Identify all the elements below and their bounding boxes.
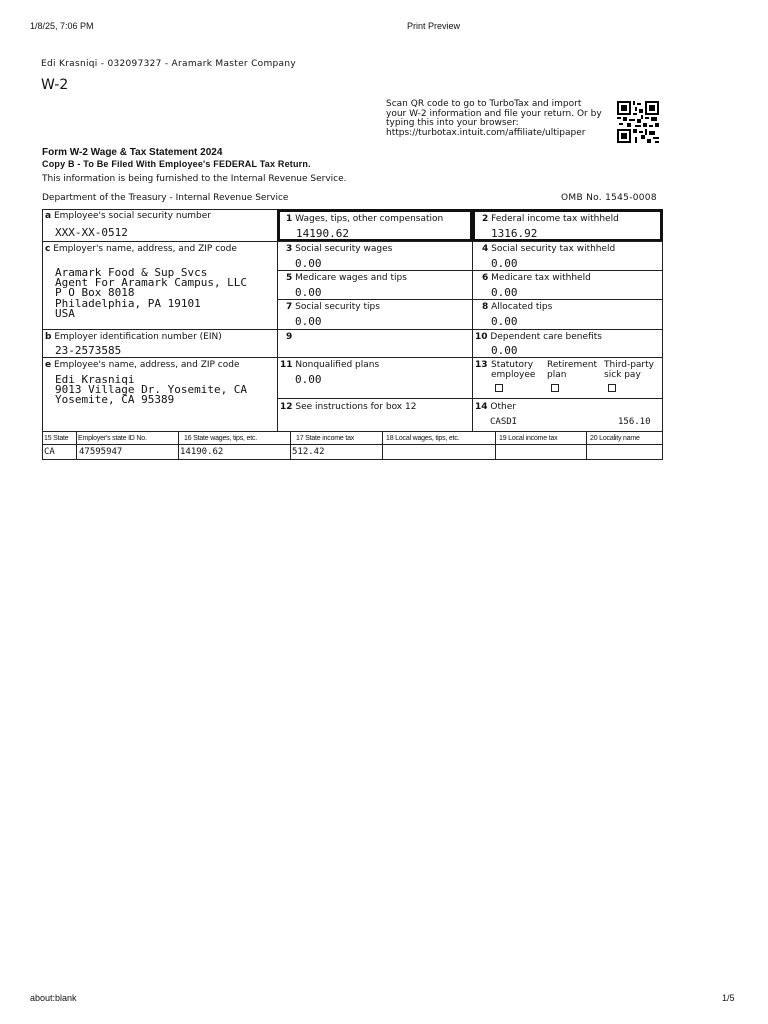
box-13: 13 Statutory employee Retirement plan Third-party sick pay: [472, 357, 663, 399]
box-8: 8 Allocated tips 0.00: [472, 299, 663, 330]
col-divider: [178, 431, 179, 460]
box-7: 7 Social security tips 0.00: [277, 299, 473, 330]
state-id-header: Employer's state ID No.: [78, 435, 147, 442]
employer-address: Aramark Food & Sup Svcs Agent For Aramark Campus, LLC P O Box 8018 Philadelphia, PA 19101 USA: [55, 266, 248, 320]
box-e: e Employee's name, address, and ZIP code Edi Krasniqi 9013 Village Dr. Yosemite, CA Yosemite, CA 95389: [42, 357, 278, 432]
col-divider: [586, 431, 587, 460]
box-6: 6 Medicare tax withheld 0.00: [472, 270, 663, 300]
omb-number: OMB No. 1545-0008: [561, 193, 657, 203]
box-12: 12 See instructions for box 12: [277, 398, 473, 432]
state-header: 15 State: [44, 435, 69, 442]
retirement-plan-label: Retirement plan: [547, 360, 597, 380]
print-preview-title: Print Preview: [407, 21, 461, 31]
qr-code: [617, 101, 659, 143]
state-id-value: 47595947: [79, 447, 123, 457]
local-tax-header: 19 Local income tax: [499, 435, 558, 442]
box-4: 4 Social security tax withheld 0.00: [472, 241, 663, 271]
qr-instructions: Scan QR code to go to TurboTax and import your W-2 information and file your return. Or by typing this into your browser: https://turbotax.intuit.com/affiliate/ultipaper: [386, 99, 602, 138]
irs-notice: This information is being furnished to the Internal Revenue Service.: [42, 174, 347, 184]
box-c: c Employer's name, address, and ZIP code Aramark Food & Sup Svcs Agent For Aramark Campus, LLC P O Box 8018 Philadelphia, PA 19101 USA: [42, 241, 278, 330]
col-divider: [76, 431, 77, 460]
employee-line: Edi Krasniqi - 032097327 - Aramark Master Company: [41, 59, 296, 69]
state-wages-value: 14190.62: [180, 447, 224, 457]
third-party-sick-pay-label: Third-party sick pay: [604, 360, 654, 380]
copy-line: Copy B - To Be Filed With Employee's FEDERAL Tax Return.: [42, 159, 311, 169]
box-a: a Employee's social security number XXX-XX-0512: [42, 209, 278, 242]
state-row-divider: [42, 444, 663, 445]
form-label: W-2: [41, 77, 69, 93]
state-tax-value: 512.42: [292, 447, 325, 457]
state-wages-header: 16 State wages, tips, etc.: [184, 435, 258, 442]
box-1: 1 Wages, tips, other compensation 14190.62: [277, 209, 473, 242]
other-code: CASDI: [490, 417, 518, 427]
wages-value: 14190.62: [296, 227, 349, 240]
box-9: 9: [277, 329, 473, 358]
state-value: CA: [44, 447, 55, 457]
ein-value: 23-2573585: [55, 344, 122, 357]
dept-line: Department of the Treasury - Internal Revenue Service: [42, 193, 289, 203]
statutory-employee-checkbox: [495, 384, 503, 392]
locality-header: 20 Locality name: [590, 435, 640, 442]
employee-address: Edi Krasniqi 9013 Village Dr. Yosemite, CA Yosemite, CA 95389: [55, 373, 248, 406]
col-divider: [290, 431, 291, 460]
box-14: 14 Other CASDI 156.10: [472, 398, 663, 432]
ssn-value: XXX-XX-0512: [55, 226, 128, 239]
form-title: Form W-2 Wage & Tax Statement 2024: [42, 147, 223, 158]
page-counter: 1/5: [722, 993, 735, 1003]
local-wages-header: 18 Local wages, tips, etc.: [386, 435, 460, 442]
footer-url: about:blank: [30, 993, 77, 1003]
box-5: 5 Medicare wages and tips 0.00: [277, 270, 473, 300]
box-3: 3 Social security wages 0.00: [277, 241, 473, 271]
third-party-sick-pay-checkbox: [608, 384, 616, 392]
state-tax-header: 17 State income tax: [296, 435, 355, 442]
federal-tax-value: 1316.92: [491, 227, 538, 240]
col-divider: [495, 431, 496, 460]
box-10: 10 Dependent care benefits 0.00: [472, 329, 663, 358]
retirement-plan-checkbox: [551, 384, 559, 392]
box-b: b Employer identification number (EIN) 23-2573585: [42, 329, 278, 358]
col-divider: [382, 431, 383, 460]
box-2: 2 Federal income tax withheld 1316.92: [472, 209, 663, 242]
statutory-employee-label: Statutory employee: [491, 360, 536, 380]
box-11: 11 Nonqualified plans 0.00: [277, 357, 473, 399]
other-amount: 156.10: [618, 417, 651, 427]
print-datetime: 1/8/25, 7:06 PM: [30, 21, 94, 31]
